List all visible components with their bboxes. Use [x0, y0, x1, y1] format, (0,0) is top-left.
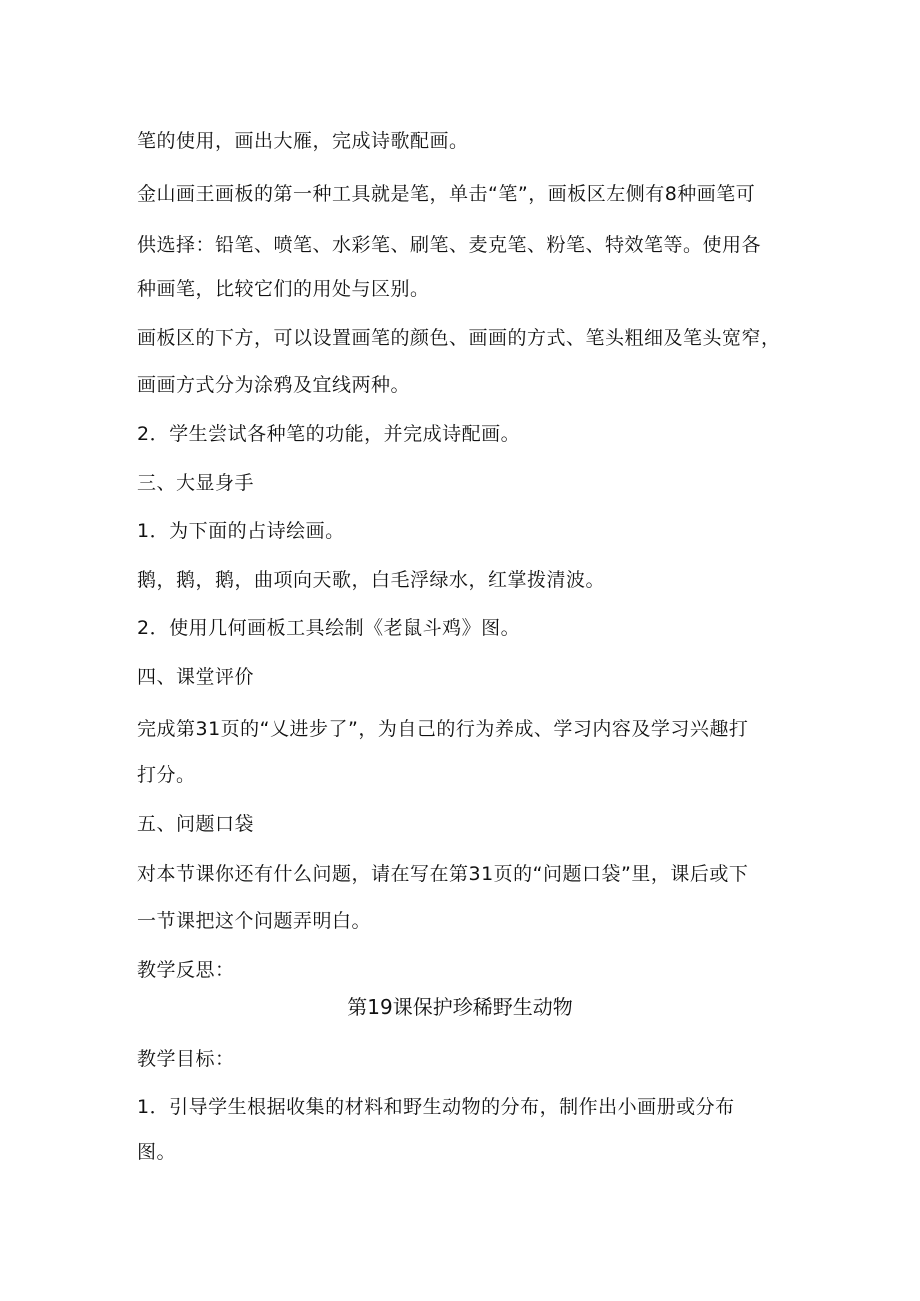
text-line-14: 打分。 — [137, 764, 196, 786]
list-item-2: 2．学生尝试各种笔的功能，并完成诗配画。 — [137, 423, 521, 445]
list-item-1: 1．为下面的占诗绘画。 — [137, 520, 345, 542]
poem-line: 鹅，鹅，鹅，曲项向天歌，白毛浮绿水，红掌拨清波。 — [137, 569, 606, 591]
text-line-5: 画板区的下方，可以设置画笔的颜色、画画的方式、笔头粗细及笔头宽窄， — [137, 327, 781, 349]
list-item-2b: 2．使用几何画板工具绘制《老鼠斗鸡》图。 — [137, 617, 521, 639]
section-heading-5: 五、问题口袋 — [137, 813, 255, 835]
text-line-6: 画画方式分为涂鸦及宜线两种。 — [137, 374, 411, 396]
text-line-17: 一节课把这个问题弄明白。 — [137, 910, 372, 932]
section-heading-3: 三、大显身手 — [137, 472, 255, 494]
text-line-13: 完成第31页的“乂进步了”，为自己的行为养成、学习内容及学习兴趣打 — [137, 718, 749, 740]
text-line-4: 种画笔，比较它们的用处与区别。 — [137, 278, 430, 300]
goal-item-1-cont: 图。 — [137, 1141, 177, 1163]
teaching-reflection: 教学反思： — [137, 959, 235, 981]
text-line-2: 金山画王画板的第一种工具就是笔，单击“笔”，画板区左侧有8种画笔可 — [137, 183, 756, 205]
teaching-goals-heading: 教学目标： — [137, 1048, 235, 1070]
goal-item-1: 1．引导学生根据收集的材料和野生动物的分布，制作出小画册或分布 — [137, 1096, 735, 1118]
text-line-3: 供选择：铅笔、喷笔、水彩笔、刷笔、麦克笔、粉笔、特效笔等。使用各 — [137, 234, 762, 256]
section-heading-4: 四、课堂评价 — [137, 666, 255, 688]
text-line-16: 对本节课你还有什么问题，请在写在第31页的“问题口袋”里，课后或下 — [137, 863, 749, 885]
text-line-1: 笔的使用，画出大雁，完成诗歌配画。 — [137, 130, 469, 152]
lesson-title: 第19课保护珍稀野生动物 — [347, 995, 573, 1019]
